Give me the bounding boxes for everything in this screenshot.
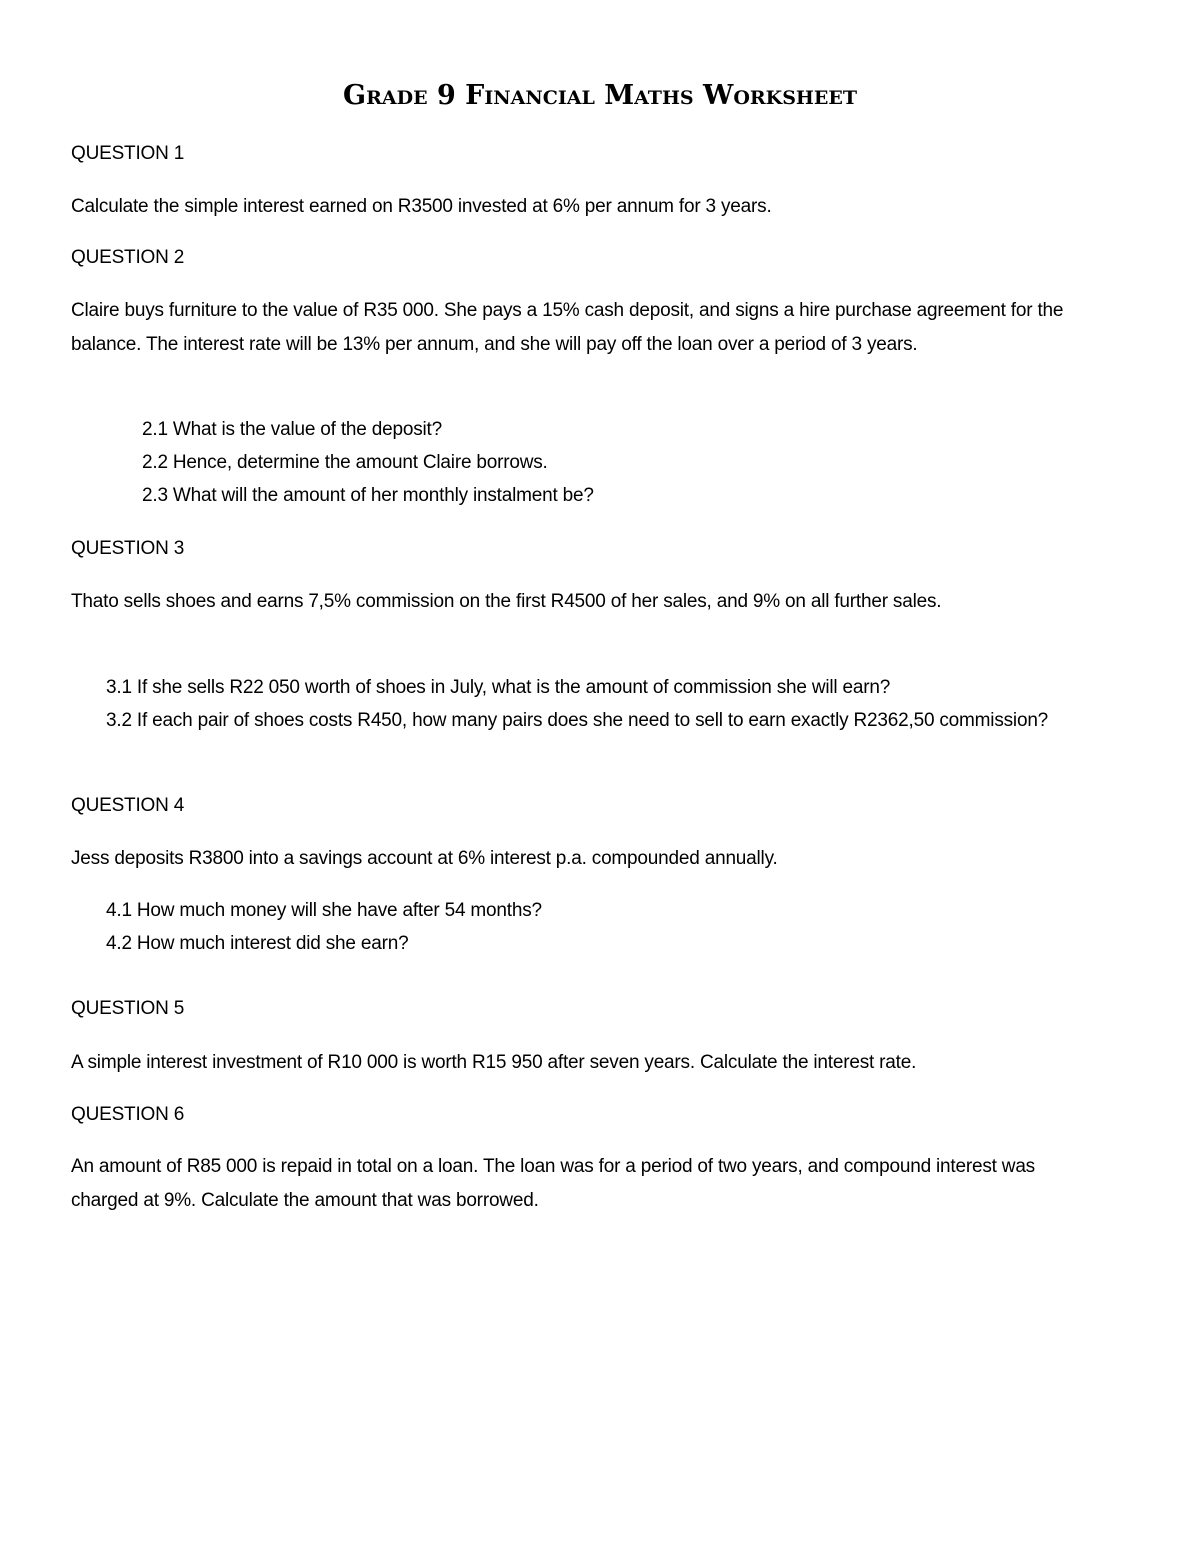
question-3-1: 3.1 If she sells R22 050 worth of shoes in July, what is the amount of commission she will earn? <box>106 677 891 698</box>
question-5-text: A simple interest investment of R10 000 is worth R15 950 after seven years. Calculate the interest rate. <box>71 1052 917 1073</box>
question-2-text: Claire buys furniture to the value of R35 000. She pays a 15% cash deposit, and signs a hire purchase agreement for the balance. The interest rate will be 13% per annum, and she will pay off the loan over a period of 3 years. <box>71 300 1064 355</box>
question-2-3: 2.3 What will the amount of her monthly instalment be? <box>142 485 594 506</box>
question-3-2: 3.2 If each pair of shoes costs R450, how many pairs does she need to sell to earn exactly R2362,50 commission? <box>106 710 1049 731</box>
question-4-heading: QUESTION 4 <box>71 795 185 816</box>
question-2-1: 2.1 What is the value of the deposit? <box>142 419 442 440</box>
question-6-heading: QUESTION 6 <box>71 1104 185 1125</box>
question-4-2: 4.2 How much interest did she earn? <box>106 933 409 954</box>
question-4-1: 4.1 How much money will she have after 54 months? <box>106 900 542 921</box>
question-2-heading: QUESTION 2 <box>71 247 185 268</box>
question-2-2: 2.2 Hence, determine the amount Claire borrows. <box>142 452 548 473</box>
question-4-text: Jess deposits R3800 into a savings account at 6% interest p.a. compounded annually. <box>71 848 778 869</box>
worksheet-title: Grade 9 Financial Maths Worksheet <box>343 80 857 111</box>
question-1-text: Calculate the simple interest earned on R3500 invested at 6% per annum for 3 years. <box>71 196 772 217</box>
question-3-text: Thato sells shoes and earns 7,5% commission on the first R4500 of her sales, and 9% on all further sales. <box>71 591 942 612</box>
question-1-heading: QUESTION 1 <box>71 143 185 164</box>
question-3-heading: QUESTION 3 <box>71 538 185 559</box>
question-5-heading: QUESTION 5 <box>71 998 185 1019</box>
question-6-text: An amount of R85 000 is repaid in total on a loan. The loan was for a period of two years, and compound interest was charged at 9%. Calculate the amount that was borrowed. <box>71 1156 1035 1211</box>
